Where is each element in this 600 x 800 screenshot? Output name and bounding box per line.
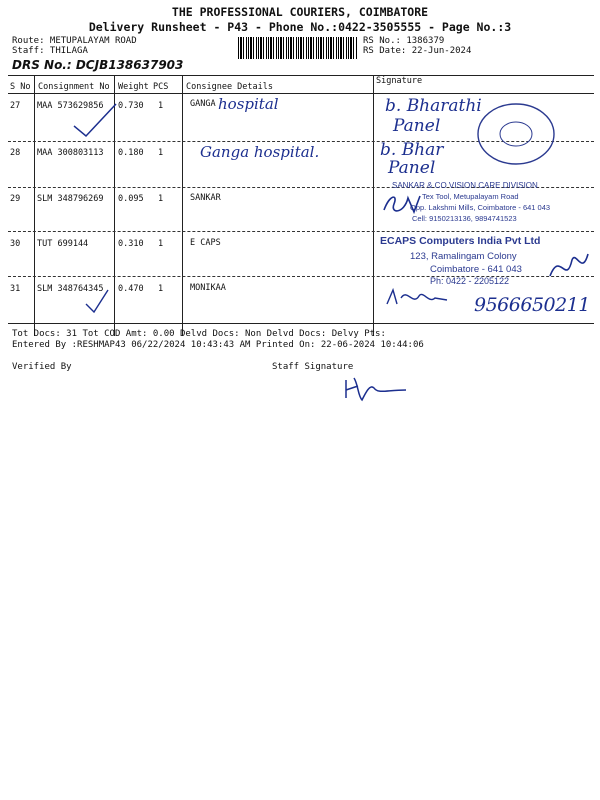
runsheet-subtitle: Delivery Runsheet - P43 - Phone No.:0422-3505555 - Page No.:3	[88, 20, 512, 34]
cell-pcs: 1	[158, 101, 164, 111]
sankar-stamp-line: Tex Tool, Metupalayam Road	[422, 192, 519, 201]
circular-stamp-icon	[470, 100, 562, 168]
cell-pcs: 1	[158, 284, 164, 294]
col-header-pcs: PCS	[153, 82, 169, 92]
cell-consignment: SLM 348764345	[37, 284, 104, 294]
cell-pcs: 1	[158, 194, 164, 204]
cell-consignment: SLM 348796269	[37, 194, 104, 204]
rs-number: RS No.: 1386379	[363, 36, 445, 46]
column-divider	[373, 75, 374, 336]
col-header-consignment: Consignment No	[38, 82, 110, 92]
cell-consignment: MAA 573629856	[37, 101, 104, 111]
table-bottom-border	[8, 323, 594, 324]
staff-text: Staff: THILAGA	[12, 46, 88, 56]
cell-sno: 27	[10, 101, 21, 111]
signature-bharathi: b. Bharathi	[385, 96, 482, 116]
cell-pcs: 1	[158, 148, 164, 158]
staff-signature-label: Staff Signature	[272, 362, 354, 372]
cell-weight: 0.310	[118, 239, 144, 249]
col-header-weight: Weight	[118, 82, 149, 92]
cell-consignee: E CAPS	[190, 238, 221, 248]
cell-consignee: SANKAR	[190, 193, 221, 203]
cell-weight: 0.095	[118, 194, 144, 204]
cell-sno: 28	[10, 148, 21, 158]
ecaps-stamp-line: 123, Ramalingam Colony	[410, 251, 517, 262]
sankar-stamp-line: Cell: 9150213136, 9894741523	[412, 214, 517, 223]
cell-sno: 30	[10, 239, 21, 249]
cell-sno: 29	[10, 194, 21, 204]
staff-signature-mark-icon	[340, 374, 410, 404]
sankar-stamp-line: SANKAR & CO VISION CARE DIVISION	[392, 181, 538, 190]
cell-consignment: TUT 699144	[37, 239, 89, 249]
cell-pcs: 1	[158, 239, 164, 249]
cell-consignee: MONIKAA	[190, 283, 226, 293]
sankar-signature-icon	[380, 190, 430, 220]
handwritten-phone-number: 9566650211	[474, 294, 590, 316]
cell-consignment: MAA 300803113	[37, 148, 104, 158]
cell-weight: 0.470	[118, 284, 144, 294]
rs-date: RS Date: 22-Jun-2024	[363, 46, 472, 56]
handwritten-ganga-hospital: Ganga hospital.	[200, 143, 320, 161]
ecaps-signature-icon	[546, 246, 592, 286]
col-header-sno: S No	[10, 82, 31, 92]
ecaps-stamp-line: Coimbatore - 641 043	[430, 264, 522, 275]
cell-weight: 0.180	[118, 148, 144, 158]
checkmark-icon	[70, 100, 120, 140]
signature-panel-2: Panel	[388, 158, 436, 178]
totals-line: Tot Docs: 31 Tot COD Amt: 0.00 Delvd Docs: Non Delvd Docs: Delvy Pts:	[12, 329, 386, 339]
ecaps-stamp-line: Ph: 0422 - 2205122	[430, 276, 510, 286]
column-divider	[34, 75, 35, 336]
handwritten-hospital: hospital	[218, 95, 279, 113]
cell-consignee: GANGA	[190, 99, 216, 109]
drs-number: DRS No.: DCJB138637903	[12, 58, 184, 72]
col-header-consignee: Consignee Details	[186, 82, 273, 92]
table-top-border	[8, 75, 594, 76]
signature-bhar: b. Bhar	[380, 140, 444, 160]
checkmark-icon	[82, 286, 112, 316]
ecaps-stamp-line: ECAPS Computers India Pvt Ltd	[380, 235, 541, 247]
route-text: Route: METUPALAYAM ROAD	[12, 36, 137, 46]
verified-by-label: Verified By	[12, 362, 72, 372]
company-title: THE PROFESSIONAL COURIERS, COIMBATORE	[171, 5, 429, 19]
row-divider	[8, 231, 594, 232]
column-divider	[182, 75, 183, 336]
col-header-signature: Signature	[376, 76, 423, 86]
table-header-border	[8, 93, 594, 94]
monikaa-signature-icon	[383, 286, 453, 312]
cell-sno: 31	[10, 284, 21, 294]
cell-weight: 0.730	[118, 101, 144, 111]
entered-by-line: Entered By :RESHMAP43 06/22/2024 10:43:43 AM Printed On: 22-06-2024 10:44:06	[12, 340, 424, 350]
sankar-stamp-line: Opp. Lakshmi Mills, Coimbatore - 641 043	[410, 203, 551, 212]
barcode	[238, 37, 358, 59]
signature-panel: Panel	[393, 116, 441, 136]
